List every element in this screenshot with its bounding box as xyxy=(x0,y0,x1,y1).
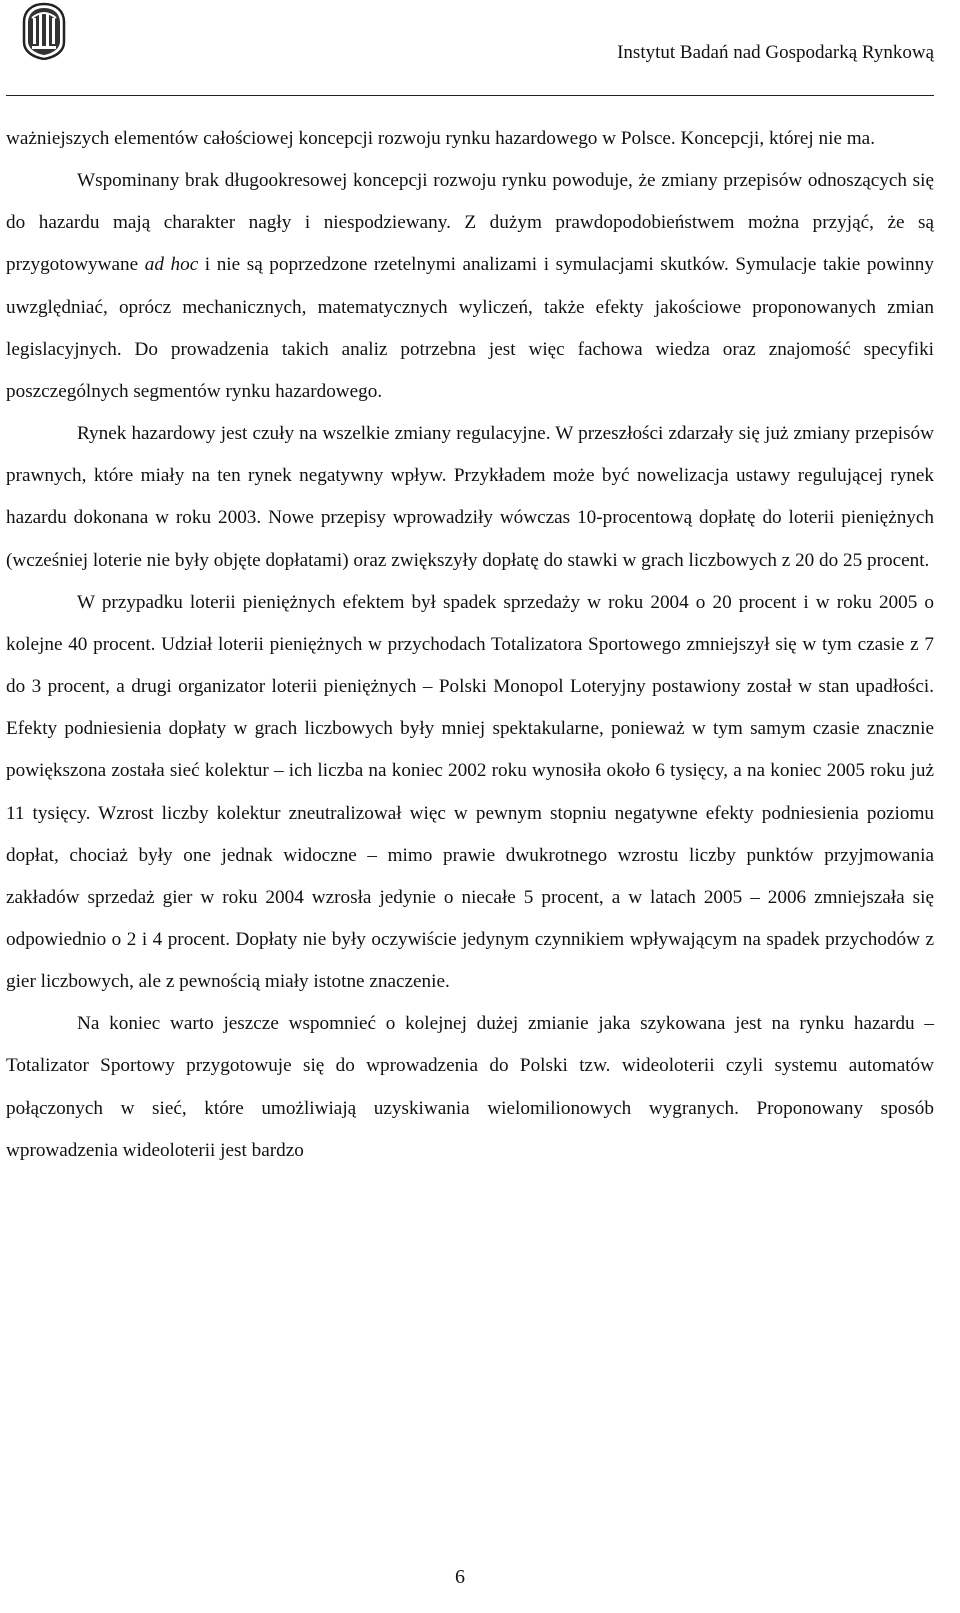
page-header xyxy=(0,0,960,96)
paragraph-text: Na koniec warto jeszcze wspomnieć o kolejnej dużej zmianie jaka szykowana jest na rynku hazardu – Totalizator Sportowy przygotowuje się do wprowadzenia do Polski tzw. wideoloterii czyli systemu automatów połączonych w sieć, które umożliwiają uzyskiwania wielomilionowych wygranych. Proponowany sposób wprowadzenia wideoloterii jest bardzo xyxy=(6,1013,934,1161)
paragraph xyxy=(6,1003,934,1172)
paragraph xyxy=(6,118,934,160)
paragraph xyxy=(6,160,934,413)
institute-name: Instytut Badań nad Gospodarką Rynkową xyxy=(617,42,934,63)
italic-text: ad hoc xyxy=(144,254,199,276)
header-divider xyxy=(6,95,934,96)
paragraph xyxy=(6,413,934,582)
page-number: 6 xyxy=(455,1566,465,1588)
paragraph-text: i nie są poprzedzone rzetelnymi analizami i symulacjami skutków. Symulacje takie powinny uwzględniać, oprócz mechanicznych, matematycznych wyliczeń, także efekty jakościowe proponowanych zmian legislacyjnych. Do prowadzenia takich analiz potrzebna jest więc fachowa wiedza oraz znajomość specyfiki poszczególnych segmentów rynku hazardowego. xyxy=(6,254,934,402)
document-body xyxy=(6,118,934,1172)
paragraph-text: ważniejszych elementów całościowej koncepcji rozwoju rynku hazardowego w Polsce. Koncepcji, której nie ma. xyxy=(6,128,875,149)
paragraph-text: W przypadku loterii pieniężnych efektem był spadek sprzedaży w roku 2004 o 20 procent i w roku 2005 o kolejne 40 procent. Udział loterii pieniężnych w przychodach Totalizatora Sportowego zmniejszył się w tym czasie z 7 do 3 procent, a drugi organizator loterii pieniężnych – Polski Monopol Loteryjny postawiony został w stan upadłości. Efekty podniesienia dopłaty w grach liczbowych były mniej spektakularne, ponieważ w tym samym czasie znacznie powiększona została sieć kolektur – ich liczba na koniec 2002 roku wynosiła około 6 tysięcy, a na koniec 2005 roku już 11 tysięcy. Wzrost liczby kolektur zneutralizował więc w pewnym stopniu negatywne efekty podniesienia poziomu dopłat, chociaż były one jednak widoczne – mimo prawie dwukrotnego wzrostu liczby punktów przyjmowania zakładów sprzedaż gier w roku 2004 wzrosła jedynie o niecałe 5 procent, a w latach 2005 – 2006 zmniejszała się odpowiednio o 2 i 4 procent. Dopłaty nie były oczywiście jedynym czynnikiem wpływającym na spadek przychodów z gier liczbowych, ale z pewnością miały istotne znaczenie. xyxy=(6,591,934,993)
institute-logo-icon xyxy=(20,2,68,60)
paragraph-text: Rynek hazardowy jest czuły na wszelkie zmiany regulacyjne. W przeszłości zdarzały się już zmiany przepisów prawnych, które miały na ten rynek negatywny wpływ. Przykładem może być nowelizacja ustawy regulującej rynek hazardu dokonana w roku 2003. Nowe przepisy wprowadziły wówczas 10-procentową dopłatę do loterii pieniężnych (wcześniej loterie nie były objęte dopłatami) oraz zwiększyły dopłatę do stawki w grach liczbowych z 20 do 25 procent. xyxy=(6,423,934,571)
paragraph xyxy=(6,582,934,1004)
paragraph-text: Wspominany brak długookresowej koncepcji rozwoju rynku powoduje, że zmiany przepisów odnoszących się do hazardu mają charakter nagły i niespodziewany. Z dużym prawdopodobieństwem można przyjąć, że są przygotowywane xyxy=(6,170,934,276)
